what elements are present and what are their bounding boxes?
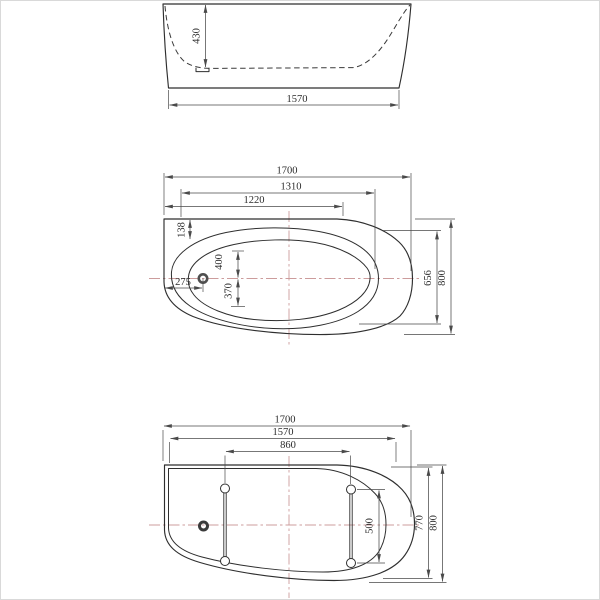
- front-dim-base-length: [169, 90, 400, 109]
- plan-basin-contour: [188, 240, 370, 321]
- bathtub-drawing: [1, 1, 600, 600]
- plan-dim-overall-length-label: 1700: [276, 165, 298, 177]
- front-view: [163, 4, 411, 109]
- plan-dim-basin-length: [165, 195, 343, 216]
- bottom-dim-rail-length-label: 500: [364, 518, 376, 534]
- bottom-base-contour: [169, 469, 387, 573]
- front-dim-base-length-label: 1570: [286, 94, 308, 105]
- plan-dim-rim-edge-offset: [177, 220, 191, 239]
- bottom-view: [149, 415, 447, 599]
- plan-dim-center-to-rim: [214, 251, 244, 278]
- bottom-dim-base-width-label: 770: [414, 515, 426, 531]
- rail-left-bottom-knob: [221, 557, 230, 566]
- plan-dim-center-to-basin: [224, 280, 246, 307]
- bottom-dim-overall-width: [369, 465, 447, 583]
- front-dim-depth: [192, 5, 206, 67]
- bottom-dim-base-width: [383, 467, 433, 579]
- plan-dim-overall-width-label: 800: [437, 270, 448, 286]
- bottom-dim-rail-length: [357, 490, 385, 564]
- plan-dim-rim-length-label: 1310: [280, 181, 302, 193]
- plan-dim-basin-length-label: 1220: [243, 195, 265, 206]
- plan-dim-drain-offset: [165, 277, 203, 292]
- rail-right-bottom-knob: [347, 559, 356, 568]
- bottom-dim-overall-width-label: 800: [428, 515, 440, 531]
- plan-dim-rim-width: [359, 231, 441, 325]
- bottom-rail-right: [347, 485, 356, 568]
- plan-dim-drain-offset-label: 275: [175, 277, 191, 288]
- rail-left-top-knob: [221, 484, 230, 493]
- plan-dim-rim-width-label: 656: [423, 270, 434, 286]
- bottom-dim-base-length-label: 1570: [272, 427, 294, 438]
- plan-view: [149, 166, 455, 348]
- bottom-dim-overall-length-label: 1700: [274, 414, 296, 426]
- bottom-drain-icon: [200, 522, 208, 530]
- plan-dim-rim-length: [181, 182, 375, 270]
- rail-right-top-knob: [347, 485, 356, 494]
- plan-dim-center-to-basin-label: 370: [223, 283, 235, 299]
- plan-dim-center-to-rim-label: 400: [214, 254, 225, 270]
- plan-dim-rim-edge-offset-label: 138: [176, 222, 188, 238]
- front-outer-profile: [163, 4, 411, 88]
- bottom-dim-rail-spacing-label: 860: [280, 440, 296, 451]
- front-dim-depth-label: 430: [191, 28, 203, 44]
- bottom-dim-rail-spacing: [225, 440, 351, 484]
